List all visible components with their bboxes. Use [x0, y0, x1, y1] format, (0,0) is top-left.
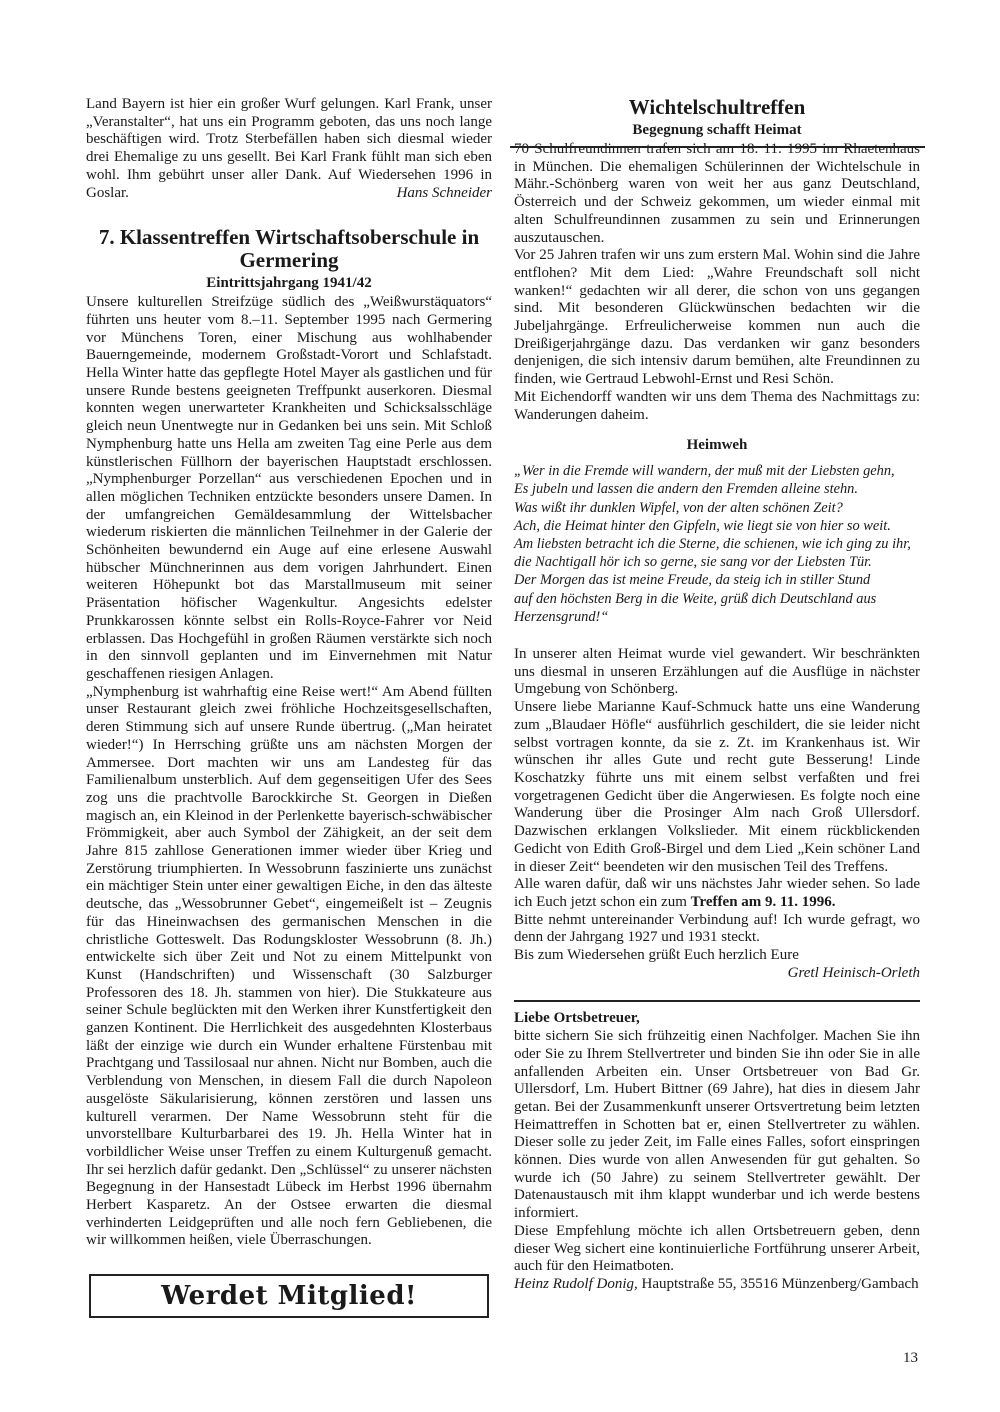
treffen-paragraph: Alle waren dafür, daß wir uns nächstes Jahr wieder sehen. So lade ich Euch jetzt schon ein zum Treffen am 9. 11. 1996.	[514, 876, 920, 910]
poem-line: Der Morgen das ist meine Freude, da steig ich in stiller Stund	[514, 572, 871, 589]
poem-line: Ach, die Heimat hinter den Gipfeln, wie liegt sie von hier so weit.	[514, 517, 891, 534]
poem-line: die Nachtigall hör ich so gerne, sie sang vor der Liebsten Tür.	[514, 554, 872, 571]
intro-paragraph: Land Bayern ist hier ein großer Wurf gelungen. Karl Frank, unser „Veranstalter“, hat uns ein Programm geboten, das uns noch lange beschäftigen wird. Trotz Sterbefällen haben sich diesmal wieder drei Ehemalige zu uns gesellt. Bei Karl Frank fühlt man sich eben wohl. Ihm gebührt unser aller Dank. Auf Wiedersehen 1996 in Goslar. Hans Schneider	[86, 96, 492, 201]
poem-line: Am liebsten betracht ich die Sterne, die schienen, wie ich ging zu ihr,	[514, 536, 911, 553]
right-paragraph: In unserer alten Heimat wurde viel gewandert. Wir beschränkten uns diesmal in unseren Erzählungen auf die Ausflüge in nächster Umgebung von Schönberg.	[514, 646, 920, 698]
article-subtitle: Eintrittsjahrgang 1941/42	[206, 275, 372, 292]
page-number: 13	[903, 1350, 918, 1366]
right-title-rule	[510, 146, 925, 148]
right-column	[514, 96, 920, 1294]
poem-line: „Wer in die Fremde will wandern, der muß mit der Liebsten gehn,	[514, 463, 895, 480]
article-title: 7. Klassentreffen Wirtschaftsoberschule in Germering	[98, 225, 480, 273]
right-article-subtitle: Begegnung schafft Heimat	[632, 122, 802, 138]
left-column	[86, 96, 492, 1250]
poem	[514, 462, 920, 626]
letter-paragraph: Diese Empfehlung möchte ich allen Ortsbetreuern geben, denn dieser Weg sichert eine kontinuierliche Fortführung unserer Arbeit, auch für den Heimatboten.	[514, 1222, 920, 1275]
poem-line: Es jubeln und lassen die andern den Fremden alleine stehn.	[514, 481, 858, 498]
section-divider	[514, 1000, 920, 1002]
membership-banner-text: Werdet Mitglied!	[161, 1281, 417, 1311]
treffen-date: Treffen am 9. 11. 1996.	[690, 893, 836, 910]
letter-author	[514, 1276, 920, 1294]
letter-heading: Liebe Ortsbetreuer,	[514, 1010, 640, 1027]
intro-signature: Hans Schneider	[396, 184, 492, 201]
letter-paragraph: bitte sichern Sie sich frühzeitig einen Nachfolger. Machen Sie ihn oder Sie zu Ihrem Stellvertreter und binden Sie ihn oder Sie in alle anfallenden Arbeiten ein. Unser Ortsbetreuer von Bad Gr. Ullersdorf, Lm. Hubert Bittner (69 Jahre), hat dies in diesem Jahr getan. Bei der Zusammenkunft unserer Ortsvertretung beim letzten Heimattreffen in Schotten bat er, einen Stellvertreter zu wählen. Dieser solle zu jeder Zeit, im Falle eines Falles, sofort einspringen können. Dies wurde von allen Anwesenden für gut gehalten. So wurde ich (50 Jahre) zu seinem Stellvertreter gewählt. Der Datenaustausch mit ihm klappt wunderbar und ich werde bestens informiert.	[514, 1028, 920, 1222]
author-name: Heinz Rudolf Donig,	[514, 1275, 638, 1292]
poem-line: Was wißt ihr dunklen Wipfel, von der alten schönen Zeit?	[514, 499, 843, 516]
poem-line: auf den höchsten Berg in die Weite, grüß dich Deutschland aus Herzensgrund!“	[514, 590, 877, 625]
membership-banner	[89, 1274, 489, 1318]
right-paragraph: Vor 25 Jahren trafen wir uns zum erstern Mal. Wohin sind die Jahre entflohen? Mit dem Lied: „Wahre Freundschaft soll nicht wanken!“ gedachten wir all derer, die schon von uns gegangen sind. Mit besonderen Glückwünschen bedachten wir die Jubeljahrgänge. Erfreulicherweise kommen nun auch die Dreißigerjahrgänge dazu. Das verdanken wir ganz besonders denjenigen, die sich intensiv darum bemühen, alte Freundinnen zu finden, wie Gertraud Lebwohl-Ernst und Resi Schön.	[514, 247, 920, 388]
article-paragraph: Unsere kulturellen Streifzüge südlich des „Weißwurstäquators“ führten uns heuter vom 8.–11. September 1995 nach Germering vor Münchens Toren, einer Mischung aus wohlhabender Bauerngemeinde, modernem Großstadt-Vorort und Schlafstadt. Hella Winter hatte das gepflegte Hotel Mayer als gastlichen und für unsere Runde bestens geeigneten Treffpunkt auserkoren. Diesmal konnten wegen unerwarteter Krankheiten und Schicksalsschläge gleich neun Unentwegte nur in Gedanken bei uns sein. Mit Schloß Nymphenburg hatte uns Hella am zweiten Tag eine Perle aus dem künstlerischen Füllhorn der bayerischen Hauptstadt erschlossen. „Nymphenburger Porzellan“ aus verschiedenen Epochen und in allen möglichen Techniken entzückte besonders unsere Damen. In der umfangreichen Gemäldesammlung der Wittelsbacher wiederum riskierten die männlichen Teilnehmer in der Galerie der Schönheiten bewundernd ein Auge auf eine erlesene Auswahl hübscher Münchnerinnen aus dem vorigen Jahrhundert. Einen weiteren Höhepunkt bot das Marstallmuseum mit seiner Präsentation höfischer Wagenkultur. Angesichts edelster Prunkkarossen könnte selbst ein Rolls-Royce-Fahrer vor Neid erblassen. Das Hochgefühl in großen Räumen verstärkte sich noch in den sinnvoll geplanten und im Einvernehmen mit Natur geschaffenen riesigen Anlagen.	[86, 294, 492, 682]
right-paragraph: Mit Eichendorff wandten wir uns dem Thema des Nachmittags zu: Wanderungen daheim.	[514, 388, 920, 423]
article-paragraph: „Nymphenburg ist wahrhaftig eine Reise wert!“ Am Abend füllten unser Restaurant gleich zwei fröhliche Hochzeitsgesellschaften, deren Stimmung sich auf unsere Runde übertrug. („Man heiratet wieder!“) In Herrsching grüßte uns am nächsten Morgen der Ammersee. Dort machten wir uns am Landesteg für das Familienalbum unsterblich. Auf dem gegenseitigen Ufer des Sees zog uns die prachtvolle Barockkirche St. Georgen in Dießen magisch an, ein Kleinod in der Perlenkette bayerisch-schwäbischer Frömmigkeit, aber auch Symbol der Zähigkeit, an der seit dem Jahre 815 zahllose Generationen immer wieder über Krieg und Zerstörung triumphierten. In Wessobrunn faszinierte uns zunächst ein mächtiger Stein unter einer gewaltigen Eiche, in den das älteste deutsche, das „Wessobrunner Gebet“, eingemeißelt ist – Zeugnis für das Hineinwachsen des germanischen Menschen in die christliche Gotteswelt. Das Rodungskloster Wessobrunn (8. Jh.) entwickelte sich über Zeit und Not zu einem Mittelpunkt von Kunst (Handschriften) und Wissenschaft (30 Salzburger Professoren des 18. Jh. stammen von hier). Die Stukkateure aus seiner Schule beglückten mit den Werken ihrer Kunstfertigkeit den ganzen Kontinent. Die Herrlichkeit des ausgedehnten Klosterbaus läßt der einzige wie durch ein Wunder erhaltene Fürstenbau mit Prachtgang und Tassilosaal nur ahnen. Nicht nur Bomben, auch die Verblendung von Menschen, in diesem Fall die durch Napoleon ausgelöste Säkularisierung, können zerstören und lassen uns kulturell verarmen. Der Name Wessobrunn steht für die unvorstellbare Kulturbarbarei des 19. Jh. Hella Winter hat in vorbildlicher Weise unser Treffen zu einem Kulturgenuß gemacht. Ihr sei herzlich dafür gedankt. Den „Schlüssel“ zu unserer nächsten Begegnung in der Hansestadt Lübeck im Herbst 1996 übernahm Herbert Kasparetz. An der Ostsee erwarten die diesmal verhinderten Leidgeprüften und alle noch fern Gebliebenen, die wir willkommen heißen, viele Überraschungen.	[86, 683, 492, 1249]
right-article-title: Wichtelschultreffen	[628, 95, 806, 119]
right-paragraph: Bitte nehmt untereinander Verbindung auf! Ich wurde gefragt, wo denn der Jahrgang 1927 und 1931 steckt.	[514, 911, 920, 946]
right-paragraph: Unsere liebe Marianne Kauf-Schmuck hatte uns eine Wanderung zum „Blaudaer Höfle“ ausführlich geschildert, die sie leider nicht selbst vortragen konnte, da sie z. Zt. im Krankenhaus ist. Wir wünschen ihr alles Gute und recht gute Besserung! Linde Koschatzky führte uns mit einem selbst verfaßten und frei vorgetragenen Gedicht über die Angerwiesen. Es folgte noch eine Wanderung über die Prosinger Alm nach Groß Ullersdorf. Dazwischen erklangen Volkslieder. Mit einem rückblickenden Gedicht von Edith Groß-Birgel und dem Lied „Kein schöner Land in dieser Zeit“ beendeten wir den musischen Teil des Treffens.	[514, 699, 920, 875]
poem-title: Heimweh	[686, 437, 748, 454]
right-paragraph: Bis zum Wiedersehen grüßt Euch herzlich Eure	[514, 947, 799, 964]
right-signature: Gretl Heinisch-Orleth	[787, 964, 920, 981]
right-paragraph: 70 Schulfreundinnen trafen sich am 18. 11. 1995 im Rhaetenhaus in München. Die ehemaligen Schülerinnen der Wichtelschule in Mähr.-Schönberg waren von weit her aus ganz Deutschland, Österreich und der Schweiz gekommen, um wieder einmal mit alten Schulfreundinnen zusammen zu sein und Erinnerungen auszutauschen.	[514, 141, 920, 246]
author-address: Hauptstraße 55, 35516 Münzenberg/Gambach	[641, 1275, 919, 1292]
